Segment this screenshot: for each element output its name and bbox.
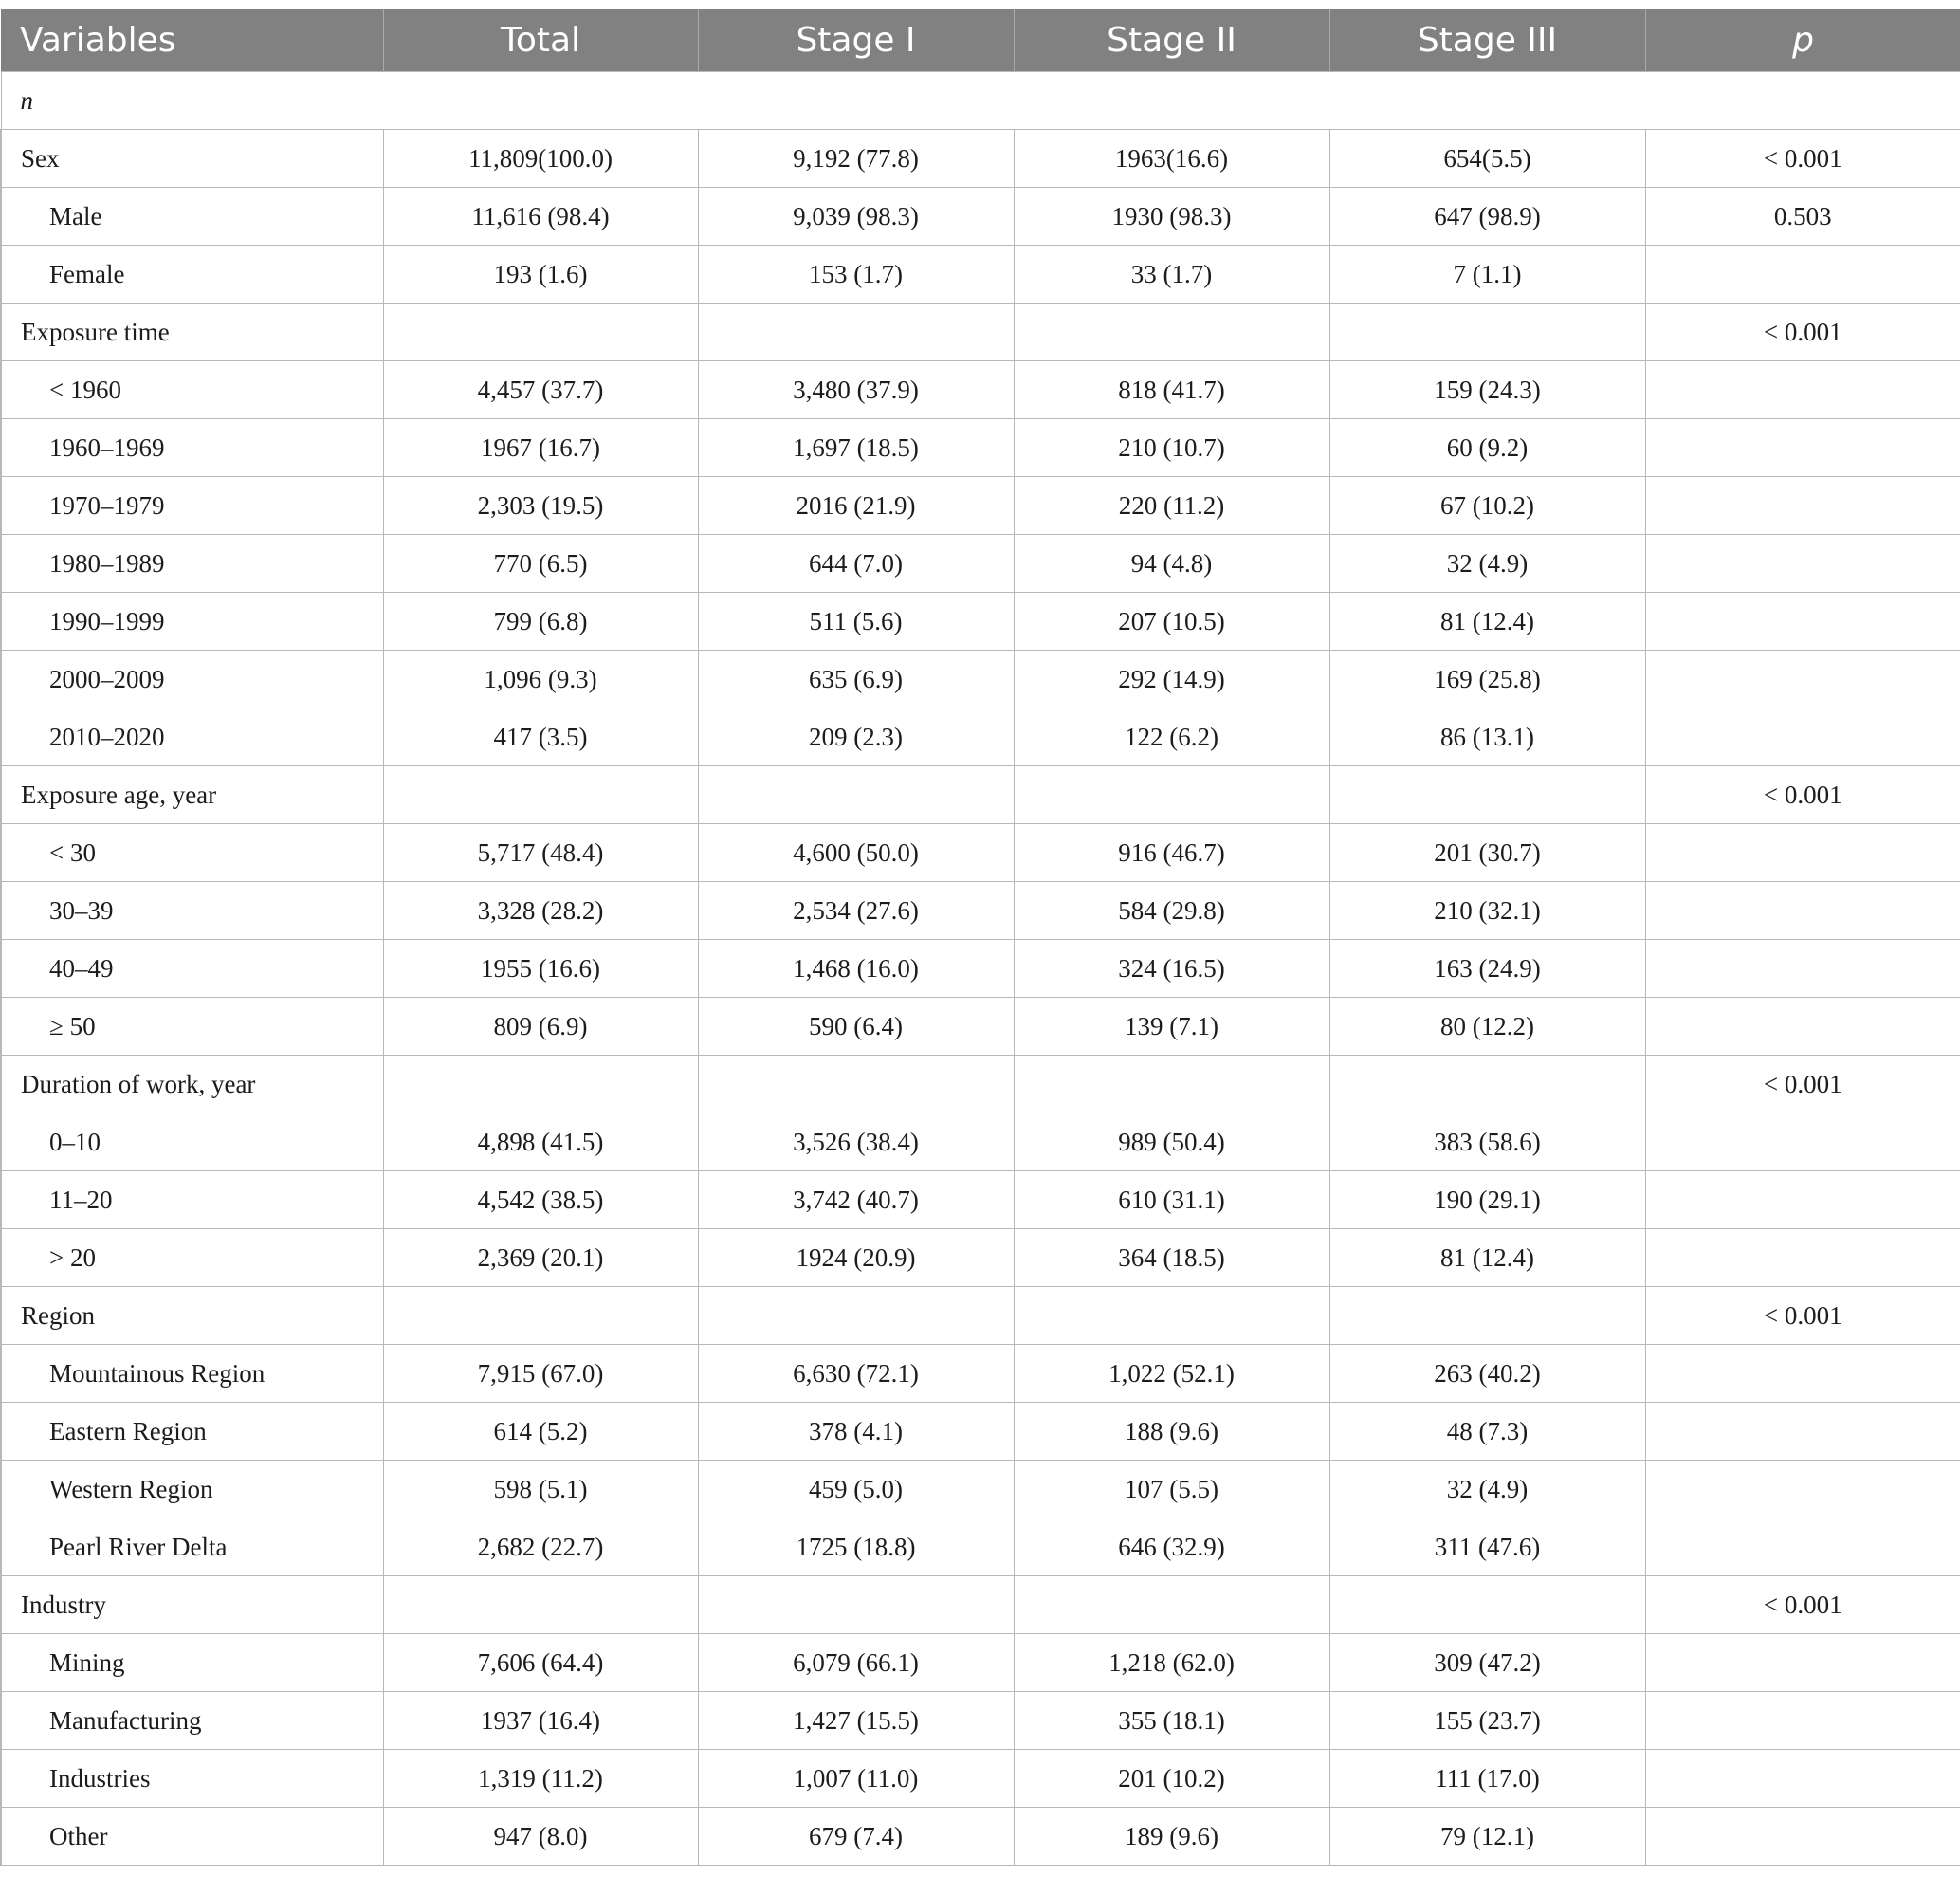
cell-total: 11,616 (98.4) <box>383 188 698 246</box>
row-sublabel: > 20 <box>1 1229 383 1287</box>
cell-stage-2: 201 (10.2) <box>1014 1750 1329 1808</box>
row-sublabel: Manufacturing <box>1 1692 383 1750</box>
stage-characteristics-table <box>0 9 1960 1866</box>
cell-stage-3: 210 (32.1) <box>1329 882 1645 940</box>
cell-stage-2: 584 (29.8) <box>1014 882 1329 940</box>
cell-stage-3: 159 (24.3) <box>1329 361 1645 419</box>
cell-stage-1: 209 (2.3) <box>698 708 1014 766</box>
cell-stage-1 <box>698 766 1014 824</box>
row-sublabel: Pearl River Delta <box>1 1518 383 1576</box>
cell-stage-2: 646 (32.9) <box>1014 1518 1329 1576</box>
header-total: Total <box>383 9 698 72</box>
cell-stage-2: 220 (11.2) <box>1014 477 1329 535</box>
cell-stage-1 <box>698 304 1014 361</box>
row-sublabel: 0–10 <box>1 1113 383 1171</box>
row-sublabel: 1980–1989 <box>1 535 383 593</box>
cell-stage-1: 3,480 (37.9) <box>698 361 1014 419</box>
cell-p-value <box>1645 940 1960 998</box>
row-sublabel: 40–49 <box>1 940 383 998</box>
cell-p-value <box>1645 593 1960 651</box>
cell-p-value <box>1645 651 1960 708</box>
cell-p-value <box>1645 998 1960 1056</box>
table-row <box>1 1229 1960 1287</box>
table-row <box>1 1113 1960 1171</box>
cell-total: 799 (6.8) <box>383 593 698 651</box>
cell-stage-3: 263 (40.2) <box>1329 1345 1645 1403</box>
row-sublabel: < 1960 <box>1 361 383 419</box>
cell-stage-3 <box>1329 1056 1645 1113</box>
row-sublabel: Eastern Region <box>1 1403 383 1461</box>
row-sublabel: 11–20 <box>1 1171 383 1229</box>
table-row <box>1 1171 1960 1229</box>
table-row <box>1 1750 1960 1808</box>
cell-total: 947 (8.0) <box>383 1808 698 1866</box>
table-row <box>1 188 1960 246</box>
row-sublabel: Male <box>1 188 383 246</box>
cell-stage-3: 383 (58.6) <box>1329 1113 1645 1171</box>
cell-stage-2: 355 (18.1) <box>1014 1692 1329 1750</box>
cell-p-value <box>1645 1345 1960 1403</box>
row-sublabel: Mining <box>1 1634 383 1692</box>
row-sublabel: 2010–2020 <box>1 708 383 766</box>
cell-total: 4,542 (38.5) <box>383 1171 698 1229</box>
cell-stage-1: 6,079 (66.1) <box>698 1634 1014 1692</box>
cell-stage-2 <box>1014 1287 1329 1345</box>
cell-stage-3: 7 (1.1) <box>1329 246 1645 304</box>
cell-total: 614 (5.2) <box>383 1403 698 1461</box>
cell-stage-3: 201 (30.7) <box>1329 824 1645 882</box>
cell-total <box>383 766 698 824</box>
table-row <box>1 882 1960 940</box>
cell-stage-3: 67 (10.2) <box>1329 477 1645 535</box>
row-category-label: Exposure time <box>1 304 383 361</box>
header-variables: Variables <box>1 9 383 72</box>
cell-stage-1: 1,468 (16.0) <box>698 940 1014 998</box>
cell-p-value: < 0.001 <box>1645 1287 1960 1345</box>
cell-stage-1: 378 (4.1) <box>698 1403 1014 1461</box>
cell-p-value <box>1645 1518 1960 1576</box>
row-sublabel: 30–39 <box>1 882 383 940</box>
cell-stage-3: 32 (4.9) <box>1329 1461 1645 1518</box>
cell-p-value <box>1645 708 1960 766</box>
cell-stage-2: 207 (10.5) <box>1014 593 1329 651</box>
cell-p-value: 0.503 <box>1645 188 1960 246</box>
row-category-label: Region <box>1 1287 383 1345</box>
cell-stage-1: 2,534 (27.6) <box>698 882 1014 940</box>
cell-stage-3: 190 (29.1) <box>1329 1171 1645 1229</box>
table-row <box>1 824 1960 882</box>
cell-stage-1: 644 (7.0) <box>698 535 1014 593</box>
cell-p-value <box>1645 882 1960 940</box>
cell-stage-1: 9,192 (77.8) <box>698 130 1014 188</box>
table-row <box>1 1518 1960 1576</box>
cell-total: 11,809(100.0) <box>383 130 698 188</box>
table-row <box>1 1345 1960 1403</box>
cell-stage-2 <box>1014 1576 1329 1634</box>
header-stage-3: Stage III <box>1329 9 1645 72</box>
table-row <box>1 304 1960 361</box>
row-sublabel: 1990–1999 <box>1 593 383 651</box>
cell-stage-3 <box>1329 1287 1645 1345</box>
cell-stage-1: 3,526 (38.4) <box>698 1113 1014 1171</box>
table-row <box>1 419 1960 477</box>
cell-stage-1: 153 (1.7) <box>698 246 1014 304</box>
cell-stage-2: 324 (16.5) <box>1014 940 1329 998</box>
row-sublabel: 1960–1969 <box>1 419 383 477</box>
cell-total: 7,606 (64.4) <box>383 1634 698 1692</box>
cell-stage-3: 81 (12.4) <box>1329 593 1645 651</box>
cell-total: 2,303 (19.5) <box>383 477 698 535</box>
cell-stage-2: 916 (46.7) <box>1014 824 1329 882</box>
table-row <box>1 1461 1960 1518</box>
cell-stage-1: 679 (7.4) <box>698 1808 1014 1866</box>
cell-stage-2: 818 (41.7) <box>1014 361 1329 419</box>
cell-p-value <box>1645 824 1960 882</box>
cell-stage-3 <box>1329 766 1645 824</box>
cell-total <box>383 1056 698 1113</box>
cell-stage-2: 188 (9.6) <box>1014 1403 1329 1461</box>
cell-stage-1: 3,742 (40.7) <box>698 1171 1014 1229</box>
cell-total: 3,328 (28.2) <box>383 882 698 940</box>
cell-p-value <box>1645 1113 1960 1171</box>
cell-stage-3: 647 (98.9) <box>1329 188 1645 246</box>
cell-stage-2 <box>1014 766 1329 824</box>
cell-total <box>383 304 698 361</box>
cell-stage-1: 459 (5.0) <box>698 1461 1014 1518</box>
table-row-n <box>1 72 1960 130</box>
cell-stage-2: 1,022 (52.1) <box>1014 1345 1329 1403</box>
table-row <box>1 1692 1960 1750</box>
cell-stage-2 <box>1014 1056 1329 1113</box>
row-sublabel: ≥ 50 <box>1 998 383 1056</box>
header-stage-1: Stage I <box>698 9 1014 72</box>
cell-stage-3: 80 (12.2) <box>1329 998 1645 1056</box>
cell-total: 1,096 (9.3) <box>383 651 698 708</box>
cell-p-value <box>1645 1692 1960 1750</box>
table-row <box>1 1056 1960 1113</box>
cell-stage-2: 189 (9.6) <box>1014 1808 1329 1866</box>
cell-stage-2: 139 (7.1) <box>1014 998 1329 1056</box>
cell-stage-3: 111 (17.0) <box>1329 1750 1645 1808</box>
cell-stage-3 <box>1329 1576 1645 1634</box>
row-sublabel: Other <box>1 1808 383 1866</box>
table-header <box>1 9 1960 72</box>
row-sublabel: Industries <box>1 1750 383 1808</box>
cell-total: 1937 (16.4) <box>383 1692 698 1750</box>
table-row <box>1 708 1960 766</box>
cell-stage-1: 590 (6.4) <box>698 998 1014 1056</box>
cell-p-value <box>1645 477 1960 535</box>
row-category-label: Sex <box>1 130 383 188</box>
cell-stage-2: 122 (6.2) <box>1014 708 1329 766</box>
cell-stage-3: 32 (4.9) <box>1329 535 1645 593</box>
row-sublabel: Mountainous Region <box>1 1345 383 1403</box>
cell-p-value <box>1645 1634 1960 1692</box>
cell-stage-3: 163 (24.9) <box>1329 940 1645 998</box>
table-row <box>1 246 1960 304</box>
cell-p-value <box>1645 1808 1960 1866</box>
cell-stage-3: 311 (47.6) <box>1329 1518 1645 1576</box>
cell-total: 598 (5.1) <box>383 1461 698 1518</box>
table-row <box>1 477 1960 535</box>
cell-stage-1: 1,697 (18.5) <box>698 419 1014 477</box>
cell-total: 417 (3.5) <box>383 708 698 766</box>
row-sublabel: 1970–1979 <box>1 477 383 535</box>
cell-stage-3: 309 (47.2) <box>1329 1634 1645 1692</box>
cell-stage-1: 4,600 (50.0) <box>698 824 1014 882</box>
cell-p-value <box>1645 1229 1960 1287</box>
cell-stage-2: 210 (10.7) <box>1014 419 1329 477</box>
row-category-label: Exposure age, year <box>1 766 383 824</box>
cell-stage-1: 6,630 (72.1) <box>698 1345 1014 1403</box>
cell-stage-2: 1,218 (62.0) <box>1014 1634 1329 1692</box>
cell-stage-1: 511 (5.6) <box>698 593 1014 651</box>
table-row <box>1 1403 1960 1461</box>
cell-total: 5,717 (48.4) <box>383 824 698 882</box>
cell-stage-1: 9,039 (98.3) <box>698 188 1014 246</box>
table-row <box>1 940 1960 998</box>
cell-p-value <box>1645 1403 1960 1461</box>
cell-stage-1: 1924 (20.9) <box>698 1229 1014 1287</box>
table-row <box>1 593 1960 651</box>
header-row <box>1 9 1960 72</box>
cell-total <box>383 1287 698 1345</box>
row-category-label: Industry <box>1 1576 383 1634</box>
cell-stage-3: 81 (12.4) <box>1329 1229 1645 1287</box>
cell-stage-3: 86 (13.1) <box>1329 708 1645 766</box>
cell-p-value <box>1645 1171 1960 1229</box>
cell-p-value <box>1645 419 1960 477</box>
cell-p-value <box>1645 1750 1960 1808</box>
cell-stage-2: 94 (4.8) <box>1014 535 1329 593</box>
cell-stage-2: 1930 (98.3) <box>1014 188 1329 246</box>
table-row <box>1 130 1960 188</box>
table-row <box>1 1808 1960 1866</box>
cell-p-value: < 0.001 <box>1645 304 1960 361</box>
cell-stage-1: 1,427 (15.5) <box>698 1692 1014 1750</box>
table-row <box>1 1576 1960 1634</box>
cell-stage-3: 79 (12.1) <box>1329 1808 1645 1866</box>
cell-stage-2: 989 (50.4) <box>1014 1113 1329 1171</box>
cell-stage-1 <box>698 1056 1014 1113</box>
table-body <box>1 72 1960 1866</box>
cell-total: 1,319 (11.2) <box>383 1750 698 1808</box>
cell-p-value <box>1645 1461 1960 1518</box>
data-table-container <box>0 9 1960 1866</box>
table-row <box>1 766 1960 824</box>
cell-total: 4,898 (41.5) <box>383 1113 698 1171</box>
row-category-label: Duration of work, year <box>1 1056 383 1113</box>
cell-p-value: < 0.001 <box>1645 1576 1960 1634</box>
cell-stage-1 <box>698 1576 1014 1634</box>
cell-p-value <box>1645 361 1960 419</box>
header-stage-2: Stage II <box>1014 9 1329 72</box>
cell-total: 1955 (16.6) <box>383 940 698 998</box>
cell-stage-1: 1,007 (11.0) <box>698 1750 1014 1808</box>
cell-p-value <box>1645 246 1960 304</box>
cell-stage-2: 107 (5.5) <box>1014 1461 1329 1518</box>
cell-stage-1 <box>698 1287 1014 1345</box>
row-sublabel: < 30 <box>1 824 383 882</box>
cell-stage-1: 1725 (18.8) <box>698 1518 1014 1576</box>
table-row <box>1 1634 1960 1692</box>
cell-total <box>383 1576 698 1634</box>
cell-stage-3: 48 (7.3) <box>1329 1403 1645 1461</box>
table-row <box>1 1287 1960 1345</box>
cell-stage-3 <box>1329 304 1645 361</box>
cell-stage-2: 1963(16.6) <box>1014 130 1329 188</box>
cell-total: 4,457 (37.7) <box>383 361 698 419</box>
cell-stage-3: 169 (25.8) <box>1329 651 1645 708</box>
table-row <box>1 535 1960 593</box>
cell-stage-2: 364 (18.5) <box>1014 1229 1329 1287</box>
cell-stage-2 <box>1014 304 1329 361</box>
row-label-n: n <box>1 72 1960 130</box>
cell-stage-3: 654(5.5) <box>1329 130 1645 188</box>
table-row <box>1 998 1960 1056</box>
table-row <box>1 361 1960 419</box>
header-p-value: p <box>1645 9 1960 72</box>
cell-total: 809 (6.9) <box>383 998 698 1056</box>
cell-total: 2,682 (22.7) <box>383 1518 698 1576</box>
cell-p-value: < 0.001 <box>1645 766 1960 824</box>
row-sublabel: Female <box>1 246 383 304</box>
cell-stage-2: 610 (31.1) <box>1014 1171 1329 1229</box>
table-row <box>1 651 1960 708</box>
cell-stage-3: 155 (23.7) <box>1329 1692 1645 1750</box>
cell-stage-2: 292 (14.9) <box>1014 651 1329 708</box>
cell-total: 2,369 (20.1) <box>383 1229 698 1287</box>
cell-p-value: < 0.001 <box>1645 130 1960 188</box>
row-sublabel: 2000–2009 <box>1 651 383 708</box>
cell-stage-1: 2016 (21.9) <box>698 477 1014 535</box>
cell-total: 770 (6.5) <box>383 535 698 593</box>
cell-total: 193 (1.6) <box>383 246 698 304</box>
cell-total: 1967 (16.7) <box>383 419 698 477</box>
cell-total: 7,915 (67.0) <box>383 1345 698 1403</box>
cell-p-value <box>1645 535 1960 593</box>
cell-stage-3: 60 (9.2) <box>1329 419 1645 477</box>
row-sublabel: Western Region <box>1 1461 383 1518</box>
cell-p-value: < 0.001 <box>1645 1056 1960 1113</box>
cell-stage-2: 33 (1.7) <box>1014 246 1329 304</box>
cell-stage-1: 635 (6.9) <box>698 651 1014 708</box>
